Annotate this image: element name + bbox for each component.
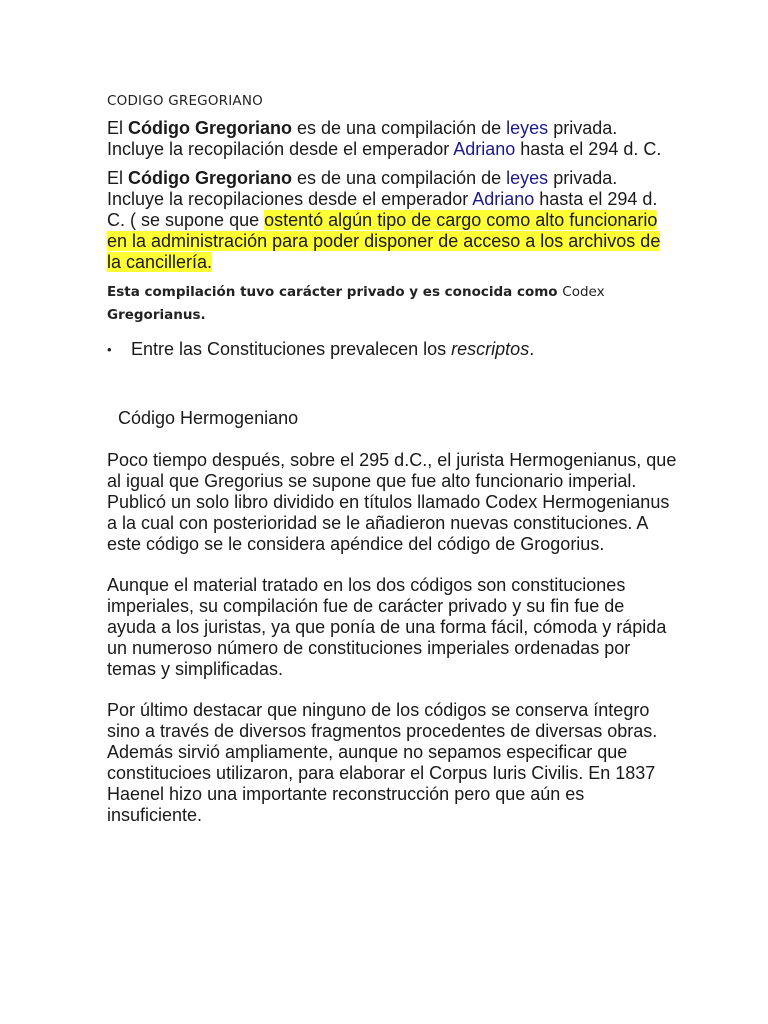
leyes-link[interactable]: leyes <box>506 118 549 138</box>
para1-post: hasta el 294 d. C. <box>515 139 662 159</box>
body-paragraph-2: Aunque el material tratado en los dos códigos son constituciones imperiales, su compilación fue de carácter privado y su fin fue de ayuda a los juristas, ya que ponía de una forma fácil, cómoda y rápida un numeroso número de constituciones imperiales ordenadas por temas y simplificadas. <box>107 575 667 679</box>
body-paragraph-1: Poco tiempo después, sobre el 295 d.C., el jurista Hermogenianus, que al igual que Gregorius se supone que fue alto funcionario imperial. Publicó un solo libro dividido en títulos llamado Codex Hermogenianus a la cual con posterioridad se le añadieron nuevas constituciones. A este código se le considera apéndice del código de Grogorius. <box>107 450 677 554</box>
bullet-post: . <box>529 339 535 359</box>
bullet-pre: Entre las Constituciones prevalecen los <box>131 339 452 359</box>
intro-paragraph-2 <box>107 168 677 273</box>
para2-pre: El <box>107 168 129 188</box>
para2-mid: es de una compilación de <box>292 168 507 188</box>
section-subtitle: Código Hermogeniano <box>118 408 299 428</box>
bullet-italic: rescriptos <box>451 339 530 359</box>
bullet-list <box>107 339 677 360</box>
para1-mid2: privada. Incluye la recopilación desde el emperador <box>107 118 618 159</box>
para1-mid: es de una compilación de <box>292 118 507 138</box>
body-paragraph-3: Por último destacar que ninguno de los códigos se conserva íntegro sino a través de diversos fragmentos procedentes de diversas obras. Además sirvió ampliamente, aunque no sepamos especificar que constitucioes utilizaron, para elaborar el Corpus Iuris Civilis. En 1837 Haenel hizo una importante reconstrucción pero que aún es insuficiente. <box>107 700 658 825</box>
intro-paragraph-1 <box>107 118 677 160</box>
para2-mid3: hasta el 294 d. C. ( se supone que <box>107 189 658 230</box>
para3-codex: Codex <box>562 284 605 300</box>
para2-mid2: privada. Incluye la recopilaciones desde el emperador <box>107 168 618 209</box>
para3-bold2: Gregorianus. <box>107 307 206 323</box>
document-heading: CODIGO GREGORIANO <box>107 93 263 109</box>
bullet-item <box>107 339 677 360</box>
leyes-link-2[interactable]: leyes <box>506 168 549 188</box>
para2-bold: Código Gregoriano <box>128 168 293 188</box>
para3-bold: Esta compilación tuvo carácter privado y es conocida como <box>107 284 563 300</box>
para1-pre: El <box>107 118 129 138</box>
bullet-dot-icon: • <box>107 342 112 357</box>
adriano-link[interactable]: Adriano <box>453 139 516 159</box>
para1-bold: Código Gregoriano <box>128 118 293 138</box>
adriano-link-2[interactable]: Adriano <box>472 189 535 209</box>
codex-paragraph <box>107 281 677 327</box>
document-page <box>107 92 677 846</box>
highlighted-text: ostentó algún tipo de cargo como alto funcionario en la administración para poder disponer de acceso a los archivos de la cancillería. <box>107 210 661 272</box>
